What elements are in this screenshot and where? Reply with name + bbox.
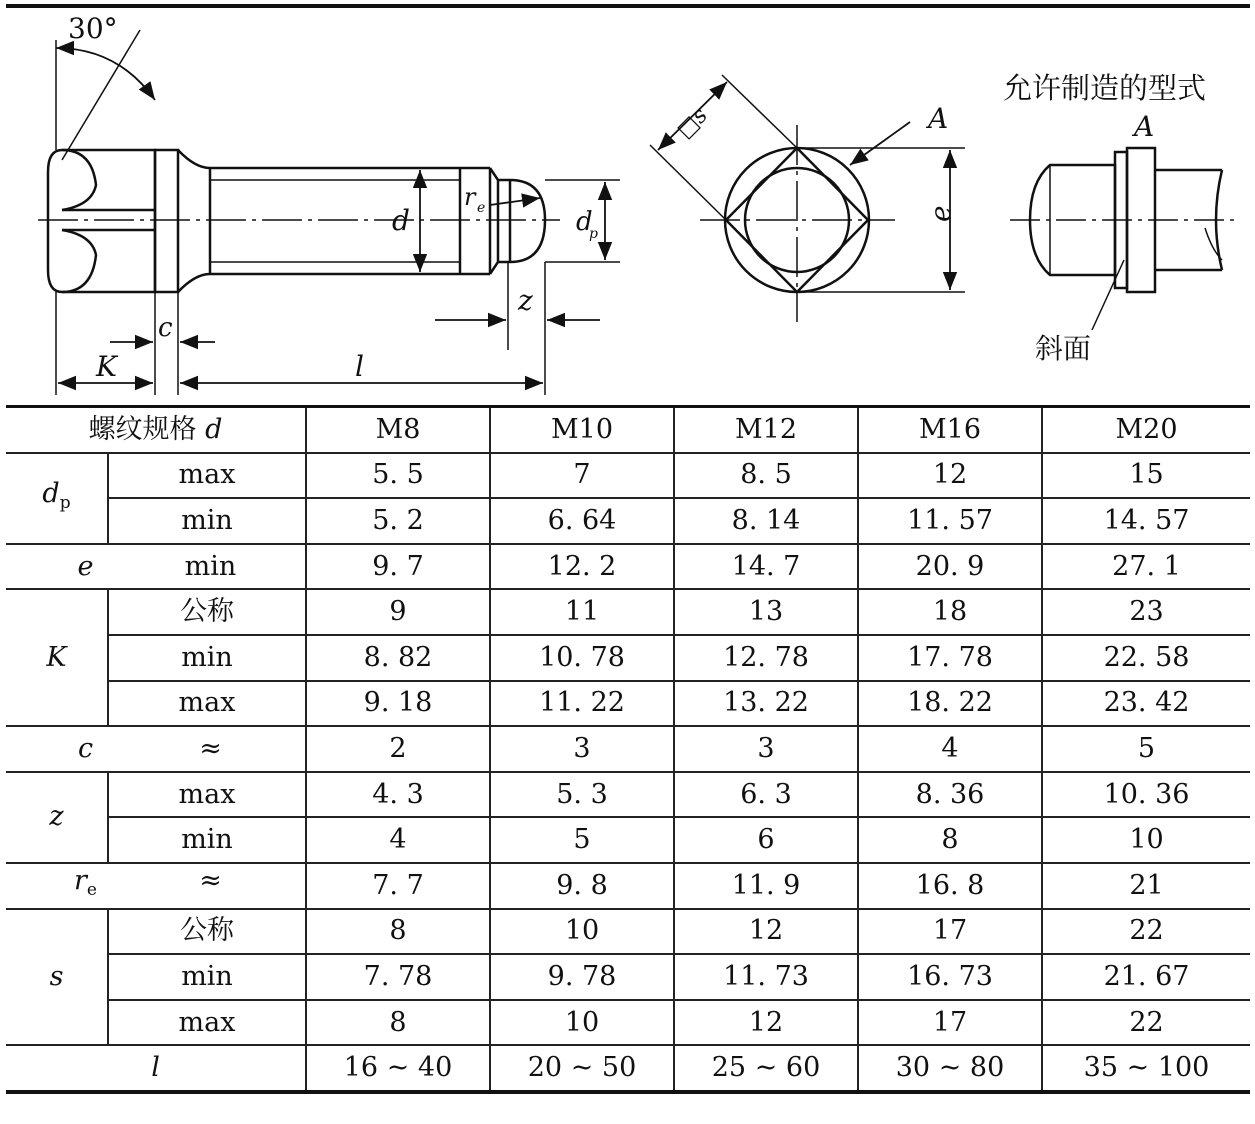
value-cell: 12 xyxy=(674,909,858,955)
value-cell: 10 xyxy=(490,1000,674,1046)
value-cell: 9. 8 xyxy=(490,863,674,909)
value-cell: 12 xyxy=(858,453,1042,499)
value-cell: 14. 7 xyxy=(674,544,858,590)
param-c: c ≈ xyxy=(6,726,306,772)
value-cell: 3 xyxy=(490,726,674,772)
value-cell: 5. 2 xyxy=(306,498,490,544)
dp-label: d xyxy=(576,207,593,237)
value-cell: 21 xyxy=(1042,863,1250,909)
size-header: M8 xyxy=(306,407,490,453)
value-cell: 21. 67 xyxy=(1042,954,1250,1000)
value-cell: 11 xyxy=(490,589,674,635)
row-label: max xyxy=(108,772,306,818)
l-label: l xyxy=(355,350,364,383)
z-label: z xyxy=(518,284,533,317)
value-cell: 11. 22 xyxy=(490,681,674,727)
table-row xyxy=(6,817,1250,863)
d-label: d xyxy=(392,204,410,237)
value-cell: 15 xyxy=(1042,453,1250,499)
A-label: A xyxy=(928,102,949,135)
value-cell: 10 xyxy=(1042,817,1250,863)
value-cell: 4. 3 xyxy=(306,772,490,818)
row-label: min xyxy=(108,954,306,1000)
param-l: l xyxy=(6,1045,306,1092)
value-cell: 23 xyxy=(1042,589,1250,635)
value-cell: 16 ~ 40 xyxy=(306,1045,490,1092)
bolt-technical-drawing xyxy=(0,0,1255,405)
value-cell: 17 xyxy=(858,909,1042,955)
c-label: c xyxy=(158,313,173,343)
size-header: M10 xyxy=(490,407,674,453)
dp-sub-label: p xyxy=(589,226,598,242)
table-row xyxy=(6,909,1250,955)
param-e: e min xyxy=(6,544,306,590)
re-label: r xyxy=(464,183,476,211)
value-cell: 9. 78 xyxy=(490,954,674,1000)
value-cell: 8 xyxy=(306,909,490,955)
value-cell: 7. 7 xyxy=(306,863,490,909)
size-header: M16 xyxy=(858,407,1042,453)
value-cell: 12 xyxy=(674,1000,858,1046)
table-row xyxy=(6,635,1250,681)
K-label: K xyxy=(96,350,117,383)
value-cell: 7 xyxy=(490,453,674,499)
row-label: min xyxy=(108,817,306,863)
value-cell: 23. 42 xyxy=(1042,681,1250,727)
value-cell: 11. 9 xyxy=(674,863,858,909)
param-z: z xyxy=(6,772,108,863)
row-label: max xyxy=(108,681,306,727)
table-row xyxy=(6,1045,1250,1092)
value-cell: 5. 5 xyxy=(306,453,490,499)
value-cell: 10 xyxy=(490,909,674,955)
value-cell: 22 xyxy=(1042,1000,1250,1046)
value-cell: 12. 2 xyxy=(490,544,674,590)
alt-A-label: A xyxy=(1134,110,1155,143)
value-cell: 13 xyxy=(674,589,858,635)
angle-label: 30° xyxy=(68,12,118,45)
value-cell: 5. 3 xyxy=(490,772,674,818)
value-cell: 8 xyxy=(306,1000,490,1046)
value-cell: 8. 14 xyxy=(674,498,858,544)
value-cell: 11. 57 xyxy=(858,498,1042,544)
value-cell: 13. 22 xyxy=(674,681,858,727)
param-K: K xyxy=(6,589,108,726)
value-cell: 18 xyxy=(858,589,1042,635)
value-cell: 16. 73 xyxy=(858,954,1042,1000)
table-row xyxy=(6,589,1250,635)
value-cell: 18. 22 xyxy=(858,681,1042,727)
row-label: 公称 xyxy=(108,909,306,955)
value-cell: 30 ~ 80 xyxy=(858,1045,1042,1092)
value-cell: 8. 82 xyxy=(306,635,490,681)
value-cell: 22. 58 xyxy=(1042,635,1250,681)
value-cell: 17 xyxy=(858,1000,1042,1046)
value-cell: 22 xyxy=(1042,909,1250,955)
value-cell: 16. 8 xyxy=(858,863,1042,909)
row-label: max xyxy=(108,1000,306,1046)
value-cell: 9. 18 xyxy=(306,681,490,727)
e-label: e xyxy=(924,205,957,222)
s-label: □s xyxy=(672,103,713,144)
row-label: 公称 xyxy=(108,589,306,635)
value-cell: 20. 9 xyxy=(858,544,1042,590)
value-cell: 10. 36 xyxy=(1042,772,1250,818)
row-label: min xyxy=(108,498,306,544)
alt-form-title: 允许制造的型式 xyxy=(1003,71,1207,105)
table-row xyxy=(6,726,1250,772)
value-cell: 8. 5 xyxy=(674,453,858,499)
header-row xyxy=(6,407,1250,453)
value-cell: 8 xyxy=(858,817,1042,863)
header-label-cell: 螺纹规格 d xyxy=(6,407,306,453)
value-cell: 6 xyxy=(674,817,858,863)
value-cell: 8. 36 xyxy=(858,772,1042,818)
value-cell: 12. 78 xyxy=(674,635,858,681)
value-cell: 25 ~ 60 xyxy=(674,1045,858,1092)
value-cell: 17. 78 xyxy=(858,635,1042,681)
table-row xyxy=(6,772,1250,818)
value-cell: 6. 64 xyxy=(490,498,674,544)
size-header: M20 xyxy=(1042,407,1250,453)
bevel-label: 斜面 xyxy=(1035,332,1092,365)
value-cell: 11. 73 xyxy=(674,954,858,1000)
value-cell: 4 xyxy=(858,726,1042,772)
value-cell: 5 xyxy=(490,817,674,863)
row-label: min xyxy=(108,635,306,681)
re-sub-label: e xyxy=(477,200,486,216)
value-cell: 9. 7 xyxy=(306,544,490,590)
table-row xyxy=(6,954,1250,1000)
value-cell: 6. 3 xyxy=(674,772,858,818)
value-cell: 35 ~ 100 xyxy=(1042,1045,1250,1092)
value-cell: 9 xyxy=(306,589,490,635)
table-row xyxy=(6,1000,1250,1046)
table-row xyxy=(6,498,1250,544)
table-row xyxy=(6,681,1250,727)
spec-table xyxy=(6,405,1250,1094)
row-label: max xyxy=(108,453,306,499)
size-header: M12 xyxy=(674,407,858,453)
value-cell: 10. 78 xyxy=(490,635,674,681)
value-cell: 3 xyxy=(674,726,858,772)
value-cell: 7. 78 xyxy=(306,954,490,1000)
param-dp: $d_p$ xyxy=(6,453,108,544)
table-row xyxy=(6,544,1250,590)
table-row xyxy=(6,863,1250,909)
param-s: s xyxy=(6,909,108,1046)
value-cell: 27. 1 xyxy=(1042,544,1250,590)
param-re: $r_e$ ≈ xyxy=(6,863,306,909)
value-cell: 14. 57 xyxy=(1042,498,1250,544)
value-cell: 5 xyxy=(1042,726,1250,772)
value-cell: 20 ~ 50 xyxy=(490,1045,674,1092)
value-cell: 4 xyxy=(306,817,490,863)
value-cell: 2 xyxy=(306,726,490,772)
table-row xyxy=(6,453,1250,499)
